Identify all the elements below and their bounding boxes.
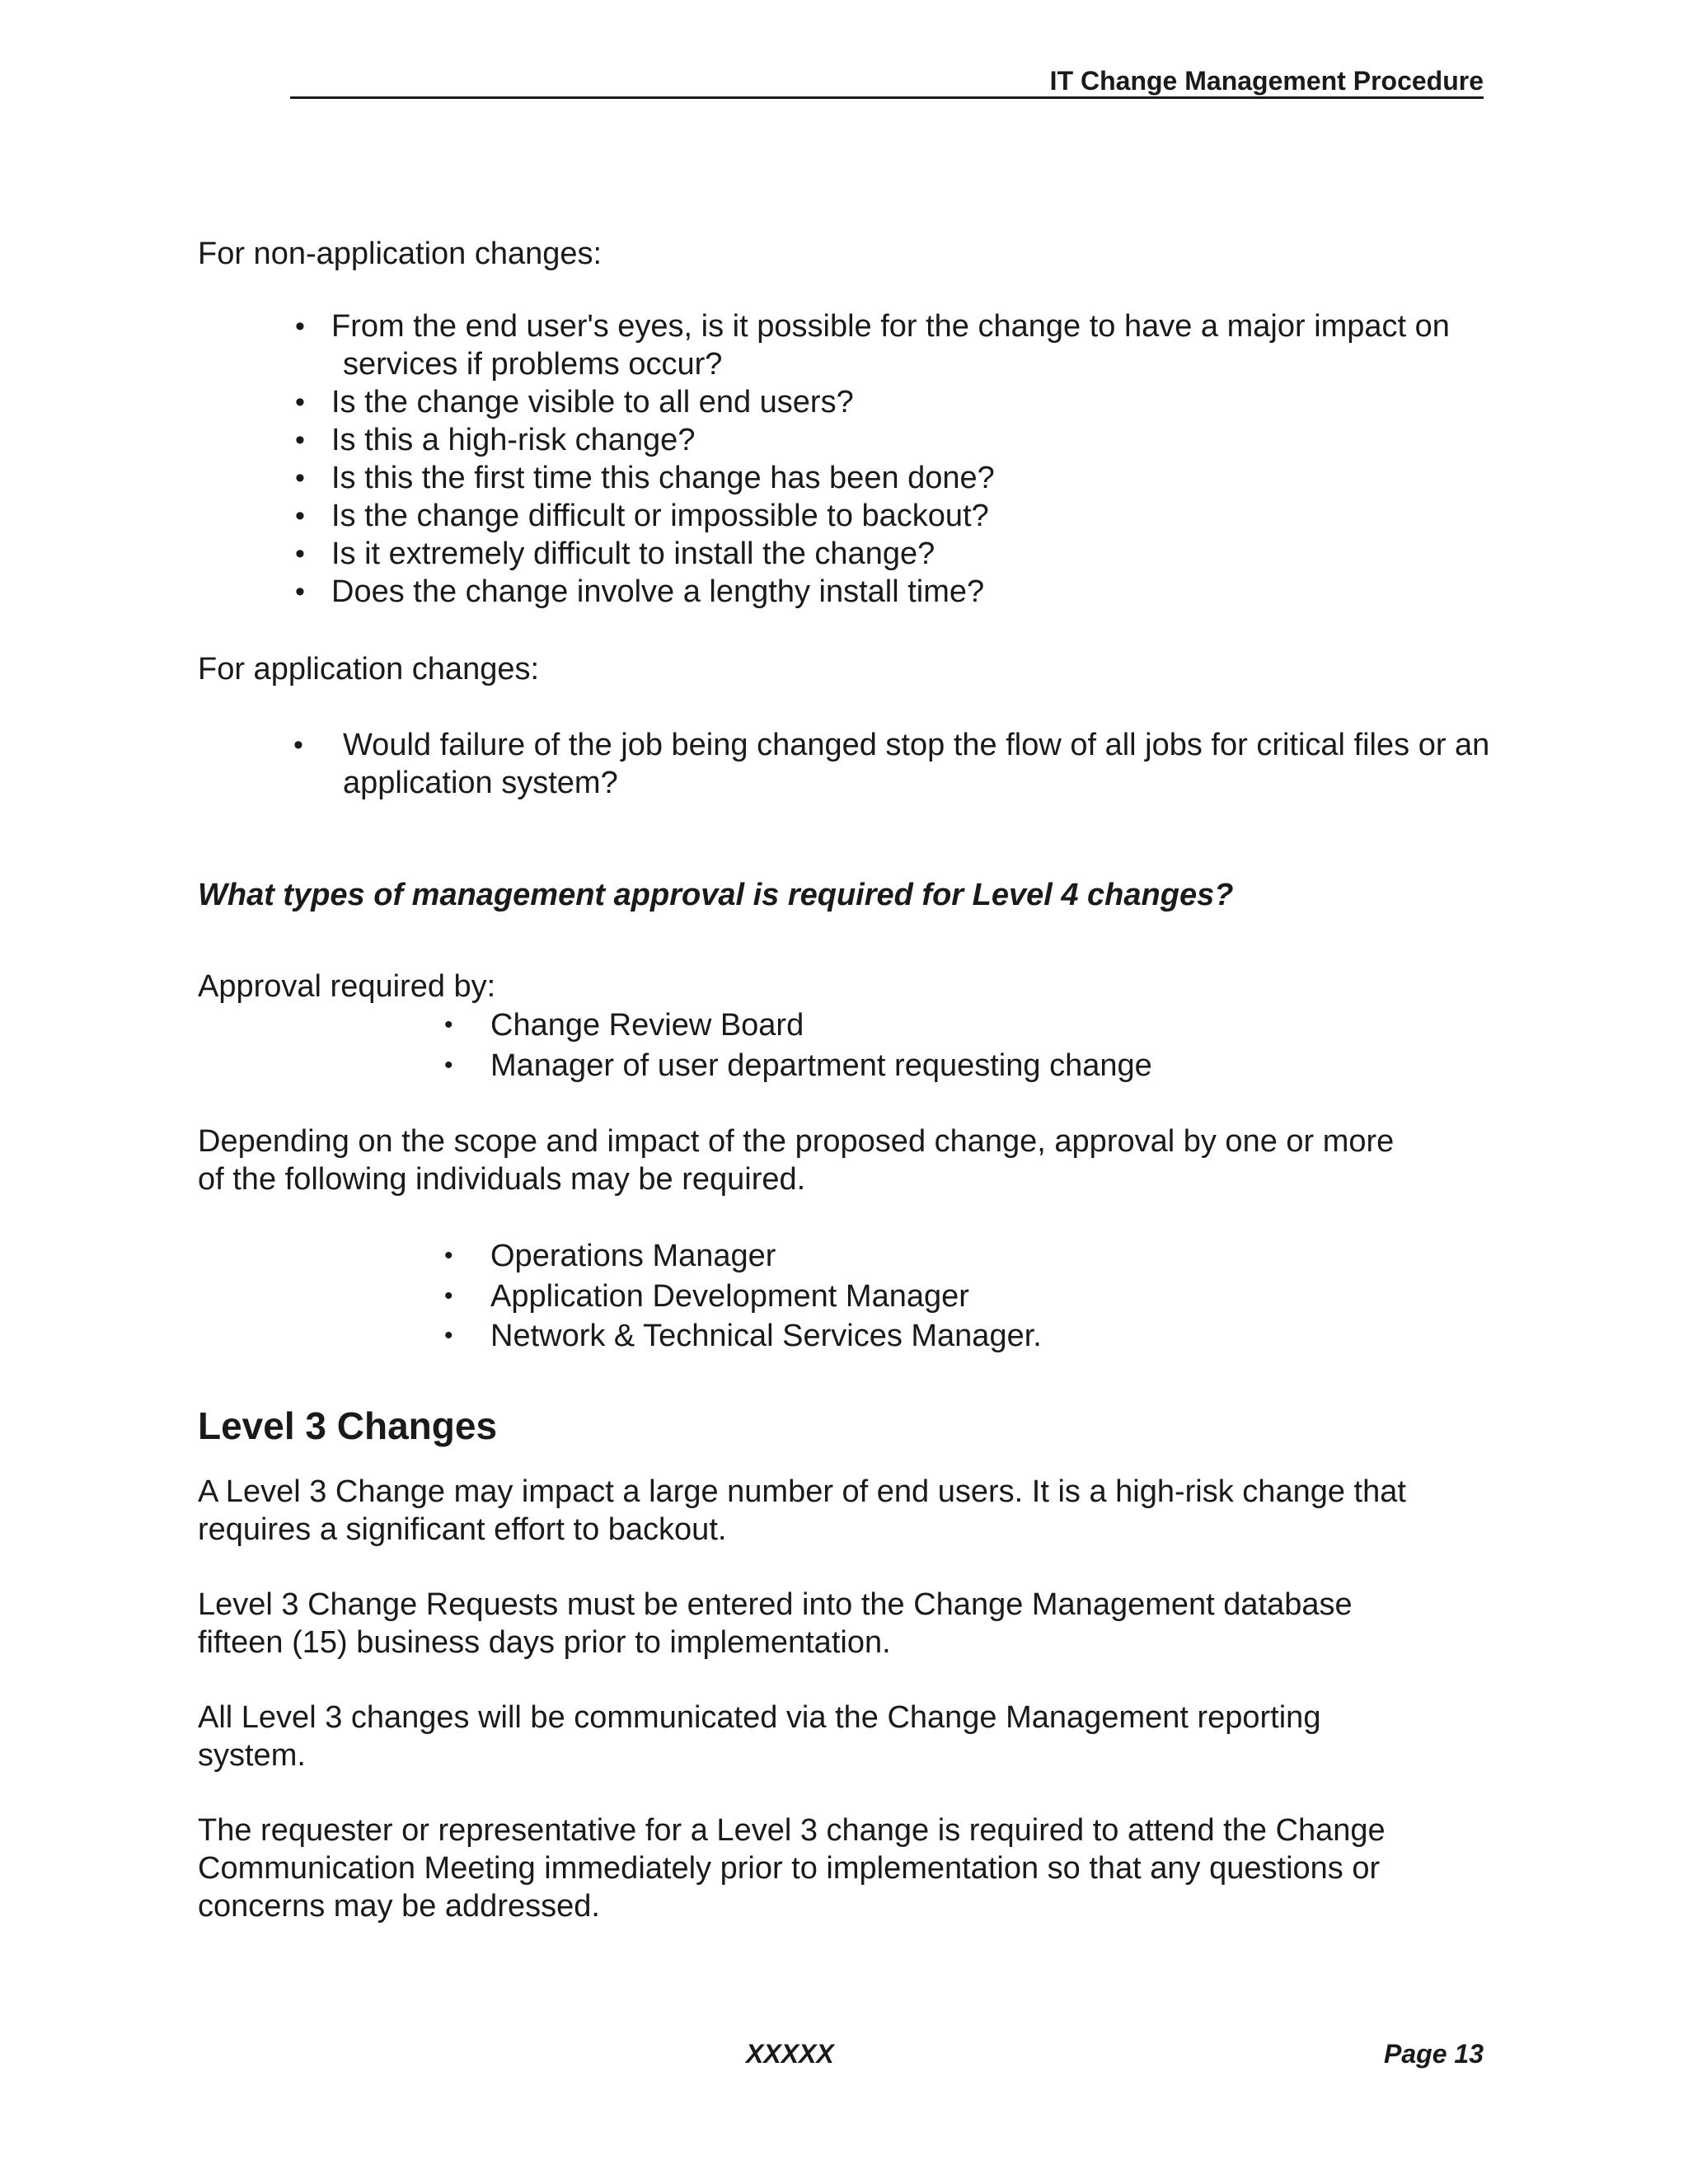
paragraph-line: The requester or representative for a Level 3 change is required to attend the Change: [198, 1813, 1386, 1848]
list-item: [444, 1046, 1152, 1086]
list-item-text: Change Review Board: [490, 1008, 804, 1043]
level3-paragraph: [198, 1699, 1320, 1774]
bullet-icon: •: [295, 311, 305, 342]
optional-approvers-list: [444, 1236, 1042, 1357]
list-item: [295, 573, 1450, 611]
paragraph-line: Depending on the scope and impact of the proposed change, approval by one or more: [198, 1124, 1395, 1159]
level3-paragraph: [198, 1473, 1406, 1549]
list-item-text: Manager of user department requesting change: [490, 1047, 1152, 1083]
bullet-icon: •: [295, 500, 305, 532]
list-item: [295, 307, 1450, 383]
bullet-icon: •: [293, 729, 303, 761]
list-item: [293, 726, 1490, 802]
bullet-icon: •: [295, 538, 305, 569]
list-item: [295, 497, 1450, 535]
bullet-icon: •: [444, 1322, 453, 1349]
list-item: [295, 383, 1450, 421]
depending-paragraph: [198, 1122, 1394, 1198]
list-item: [295, 421, 1450, 459]
list-item: [444, 1005, 1152, 1046]
list-item-text: Is the change visible to all end users?: [331, 385, 854, 419]
approval-intro: Approval required by:: [198, 969, 496, 1004]
paragraph-line: concerns may be addressed.: [198, 1889, 600, 1924]
non-app-intro: For non-application changes:: [198, 237, 603, 271]
bullet-icon: •: [295, 576, 305, 607]
app-list: [293, 726, 1490, 802]
header-title: IT Change Management Procedure: [1049, 66, 1484, 96]
app-intro: For application changes:: [198, 652, 540, 687]
list-item: [295, 459, 1450, 497]
paragraph-line: A Level 3 Change may impact a large number of end users. It is a high-risk change that: [198, 1474, 1406, 1509]
paragraph-line: All Level 3 changes will be communicated via the Change Management reporting: [198, 1700, 1321, 1735]
level3-paragraph: [198, 1586, 1353, 1661]
list-item-text: Application Development Manager: [490, 1278, 969, 1314]
paragraph-line: Level 3 Change Requests must be entered into the Change Management database: [198, 1587, 1353, 1622]
list-item-text: From the end user's eyes, is it possible for the change to have a major impact on: [331, 309, 1450, 344]
list-item-text: Network & Technical Services Manager.: [490, 1319, 1042, 1353]
level3-heading: Level 3 Changes: [198, 1404, 498, 1447]
list-item-text: Is this the first time this change has been done?: [331, 461, 995, 495]
bullet-icon: •: [295, 462, 305, 494]
list-item-text: Is the change difficult or impossible to backout?: [331, 499, 989, 533]
list-item-text: Is it extremely difficult to install the change?: [331, 537, 935, 571]
list-item-text: Would failure of the job being changed stop the flow of all jobs for critical files or an: [343, 728, 1490, 762]
paragraph-line: system.: [198, 1738, 306, 1773]
list-item: [444, 1316, 1042, 1357]
paragraph-line: of the following individuals may be required.: [198, 1162, 806, 1197]
paragraph-line: fifteen (15) business days prior to implementation.: [198, 1625, 891, 1660]
list-item-text-cont: application system?: [343, 766, 618, 800]
list-item-text: Operations Manager: [490, 1239, 776, 1273]
non-app-list: [295, 307, 1450, 611]
list-item: [444, 1277, 1042, 1317]
page-number: Page 13: [1384, 2039, 1484, 2069]
footer-label: XXXXX: [746, 2039, 834, 2069]
bullet-icon: •: [444, 1051, 453, 1079]
approvers-list: [444, 1005, 1152, 1085]
bullet-icon: •: [295, 424, 305, 456]
list-item-text: Is this a high-risk change?: [331, 423, 696, 457]
level4-question: What types of management approval is required for Level 4 changes?: [198, 878, 1234, 912]
bullet-icon: •: [295, 387, 305, 418]
paragraph-line: Communication Meeting immediately prior to implementation so that any questions or: [198, 1851, 1381, 1886]
list-item: [444, 1236, 1042, 1277]
list-item-text-cont: services if problems occur?: [343, 347, 723, 382]
list-item: [295, 535, 1450, 573]
bullet-icon: •: [444, 1242, 453, 1269]
bullet-icon: •: [444, 1011, 453, 1038]
paragraph-line: requires a significant effort to backout.: [198, 1512, 727, 1547]
level3-paragraph: [198, 1811, 1386, 1925]
header-divider: [290, 96, 1484, 99]
bullet-icon: •: [444, 1282, 453, 1310]
list-item-text: Does the change involve a lengthy install time?: [331, 574, 985, 609]
